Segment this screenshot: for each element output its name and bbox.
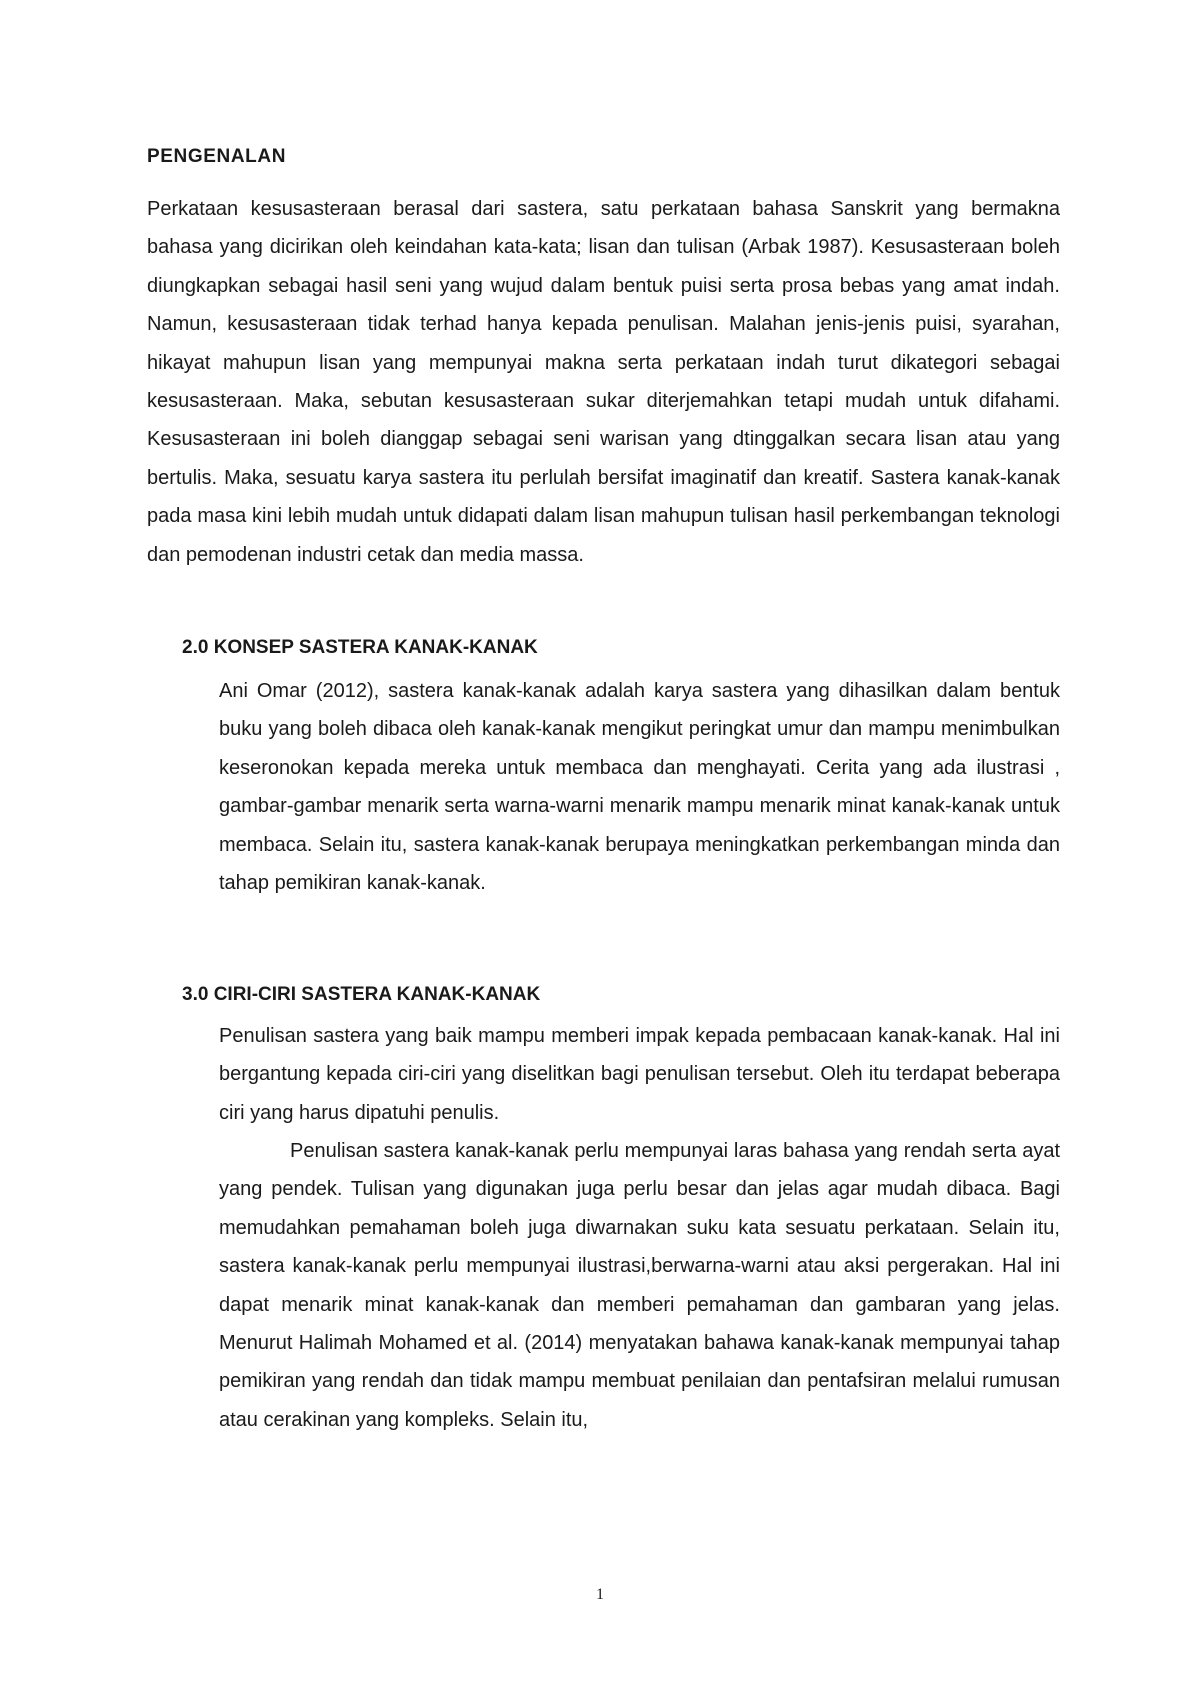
section-3-heading: 3.0 CIRI-CIRI SASTERA KANAK-KANAK — [182, 984, 541, 1005]
intro-paragraph: Perkataan kesusasteraan berasal dari sastera, satu perkataan bahasa Sanskrit yang bermakna bahasa yang dicirikan oleh keindahan kata-kata; lisan dan tulisan (Arbak 1987). Kesusasteraan boleh diungkapkan sebagai hasil seni yang wujud dalam bentuk puisi serta prosa bebas yang amat indah. Namun, kesusasteraan tidak terhad hanya kepada penulisan. Malahan jenis-jenis puisi, syarahan, hikayat mahupun lisan yang mempunyai makna serta perkataan indah turut dikategori sebagai kesusasteraan. Maka, sebutan kesusasteraan sukar diterjemahkan tetapi mudah untuk difahami. Kesusasteraan ini boleh dianggap sebagai seni warisan yang dtinggalkan secara lisan atau yang bertulis. Maka, sesuatu karya sastera itu perlulah bersifat imaginatif dan kreatif. Sastera kanak-kanak pada masa kini lebih mudah untuk didapati dalam lisan mahupun tulisan hasil perkembangan teknologi dan pemodenan industri cetak dan media massa. — [147, 198, 1060, 566]
page-number: 1 — [596, 1586, 604, 1603]
section-2-heading: 2.0 KONSEP SASTERA KANAK-KANAK — [182, 637, 538, 658]
main-heading: PENGENALAN — [147, 146, 287, 167]
section-2-paragraph: Ani Omar (2012), sastera kanak-kanak adalah karya sastera yang dihasilkan dalam bentuk buku yang boleh dibaca oleh kanak-kanak mengikut peringkat umur dan mampu menimbulkan keseronokan kepada mereka untuk membaca dan menghayati. Cerita yang ada ilustrasi , gambar-gambar menarik serta warna-warni menarik mampu menarik minat kanak-kanak untuk membaca. Selain itu, sastera kanak-kanak berupaya meningkatkan perkembangan minda dan tahap pemikiran kanak-kanak. — [219, 680, 1060, 895]
section-3-paragraph-2: Penulisan sastera kanak-kanak perlu mempunyai laras bahasa yang rendah serta ayat yang pendek. Tulisan yang digunakan juga perlu besar dan jelas agar mudah dibaca. Bagi memudahkan pemahaman boleh juga diwarnakan suku kata sesuatu perkataan. Selain itu, sastera kanak-kanak perlu mempunyai ilustrasi,berwarna-warni atau aksi pergerakan. Hal ini dapat menarik minat kanak-kanak dan memberi pemahaman dan gambaran yang jelas. Menurut Halimah Mohamed et al. (2014) menyatakan bahawa kanak-kanak mempunyai tahap pemikiran yang rendah dan tidak mampu membuat penilaian dan pentafsiran melalui rumusan atau cerakinan yang kompleks. Selain itu, — [219, 1140, 1060, 1431]
section-3-paragraph-1: Penulisan sastera yang baik mampu memberi impak kepada pembacaan kanak-kanak. Hal ini bergantung kepada ciri-ciri yang diselitkan bagi penulisan tersebut. Oleh itu terdapat beberapa ciri yang harus dipatuhi penulis. — [219, 1025, 1060, 1124]
